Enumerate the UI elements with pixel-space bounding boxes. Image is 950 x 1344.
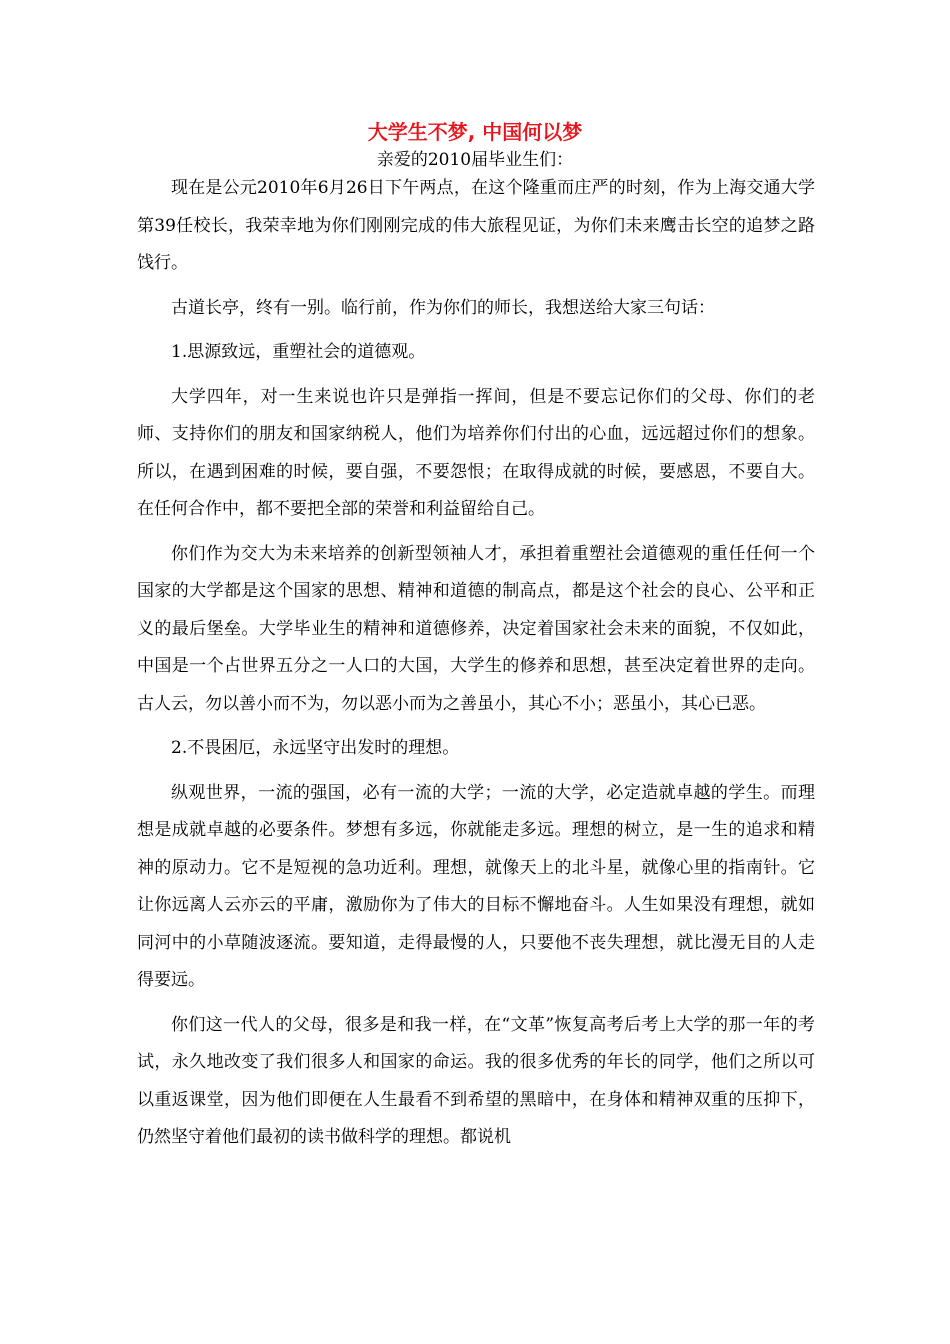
document-body xyxy=(137,170,815,1164)
paragraph-parents-generation: 你们这一代人的父母，很多是和我一样，在“文革”恢复高考后考上大学的那一年的考试，永久地改变了我们很多人和国家的命运。我的很多优秀的年长的同学，他们之所以可以重返课堂，因为他们即便在人生最看不到希望的黑暗中，在身体和精神双重的压抑下，仍然坚守着他们最初的读书做科学的理想。都说机 xyxy=(137,1014,815,1147)
paragraph-ideals: 纵观世界，一流的强国，必有一流的大学；一流的大学，必定造就卓越的学生。而理想是成就卓越的必要条件。梦想有多远，你就能走多远。理想的树立，是一生的追求和精神的原动力。它不是短视的急功近利。理想，就像天上的北斗星，就像心里的指南针。它让你远离人云亦云的平庸，激励你为了伟大的目标不懈地奋斗。人生如果没有理想，就如同河中的小草随波逐流。要知道，走得最慢的人，只要他不丧失理想，就比漫无目的人走得要远。 xyxy=(137,782,815,990)
paragraph-moral-responsibility: 你们作为交大为未来培养的创新型领袖人才，承担着重塑社会道德观的重任任何一个国家的大学都是这个国家的思想、精神和道德的制高点，都是这个社会的良心、公平和正义的最后堡垒。大学毕业生的精神和道德修养，决定着国家社会未来的面貌，不仅如此，中国是一个占世界五分之一人口的大国，大学生的修养和思想，甚至决定着世界的走向。古人云，勿以善小而不为，勿以恶小而为之善虽小，其心不小；恶虽小，其心已恶。 xyxy=(137,543,815,714)
paragraph-opening: 现在是公元2010年6月26日下午两点，在这个隆重而庄严的时刻，作为上海交通大学第39任校长，我荣幸地为你们刚刚完成的伟大旅程见证，为你们未来鹰击长空的追梦之路饯行。 xyxy=(137,178,815,273)
heading-point-1: 1.思源致远，重塑社会的道德观。 xyxy=(171,342,426,362)
paragraph-three-words: 古道长亭，终有一别。临行前，作为你们的师长，我想送给大家三句话： xyxy=(171,297,715,318)
salutation: 亲爱的2010届毕业生们： xyxy=(376,150,574,170)
paragraph-four-years: 大学四年，对一生来说也许只是弹指一挥间，但是不要忘记你们的父母、你们的老师、支持你们的朋友和国家纳税人，他们为培养你们付出的心血，远远超过你们的想象。所以，在遇到困难的时候，要自强，不要怨恨；在取得成就的时候，要感恩，不要自大。在任何合作中，都不要把全部的荣誉和利益留给自己。 xyxy=(137,386,815,519)
heading-point-2: 2.不畏困厄，永远坚守出发时的理想。 xyxy=(171,738,460,758)
document-title: 大学生不梦, 中国何以梦 xyxy=(367,120,583,144)
